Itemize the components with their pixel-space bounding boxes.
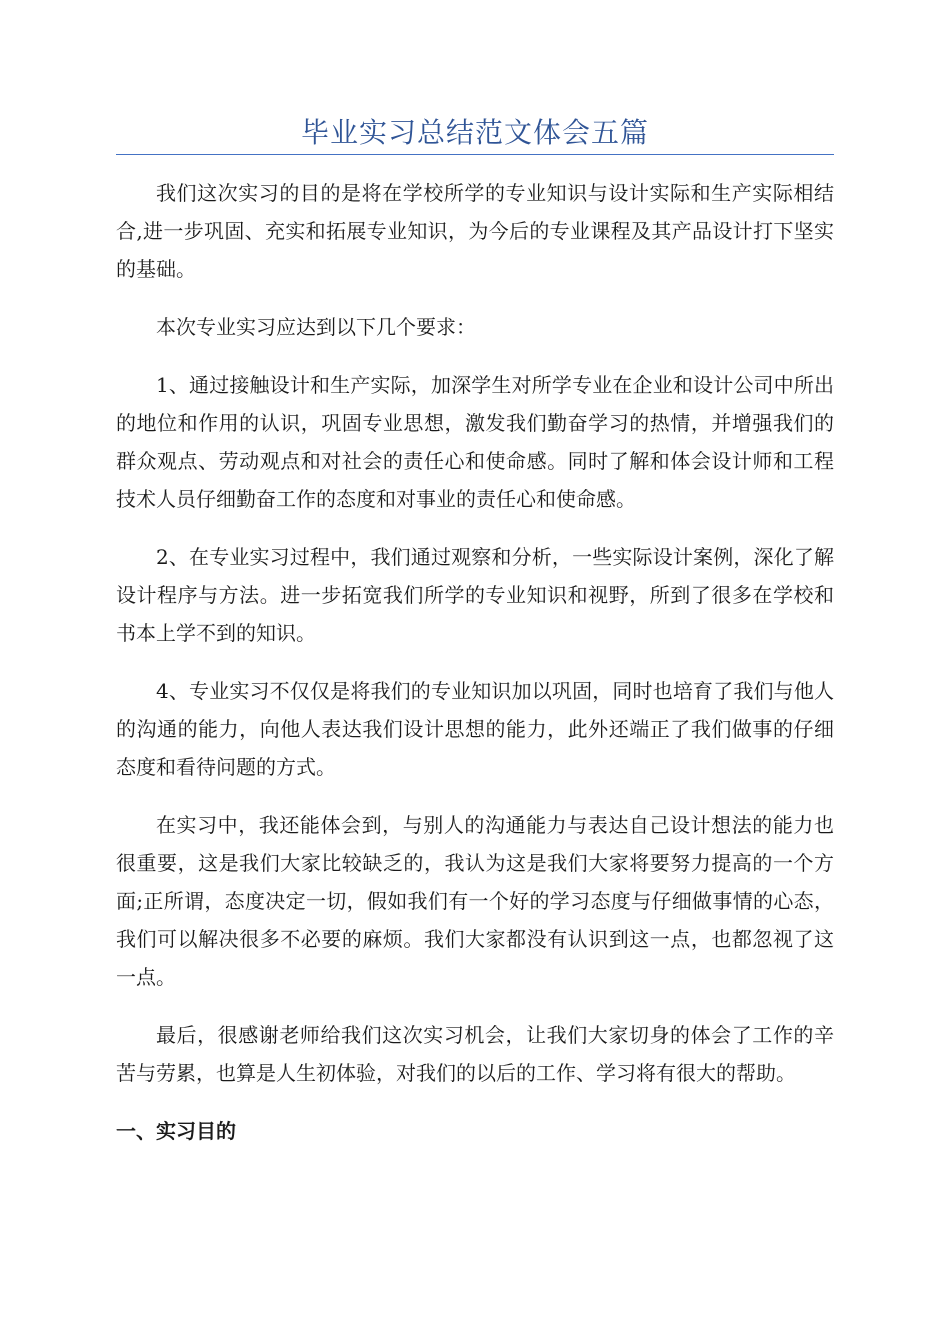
section-heading: 一、实习目的 xyxy=(116,1119,236,1143)
paragraph-closing: 最后，很感谢老师给我们这次实习机会，让我们大家切身的体会了工作的辛苦与劳累，也算是人生初体验，对我们的以后的工作、学习将有很大的帮助。 xyxy=(116,1023,834,1085)
paragraph-requirement-2: 2、在专业实习过程中，我们通过观察和分析，一些实际设计案例，深化了解设计程序与方法。进一步拓宽我们所学的专业知识和视野，所到了很多在学校和书本上学不到的知识。 xyxy=(116,545,834,645)
paragraph-requirements-intro: 本次专业实习应达到以下几个要求： xyxy=(156,315,476,339)
document-title: 毕业实习总结范文体会五篇 xyxy=(300,116,649,149)
paragraph-requirement-4: 4、专业实习不仅仅是将我们的专业知识加以巩固，同时也培育了我们与他人的沟通的能力，向他人表达我们设计思想的能力，此外还端正了我们做事的仔细态度和看待问题的方式。 xyxy=(116,679,834,779)
title-underline xyxy=(116,154,834,155)
paragraph-reflection: 在实习中，我还能体会到，与别人的沟通能力与表达自己设计想法的能力也很重要，这是我们大家比较缺乏的，我认为这是我们大家将要努力提高的一个方面;正所谓，态度决定一切，假如我们有一个好的学习态度与仔细做事情的心态，我们可以解决很多不必要的麻烦。我们大家都没有认识到这一点，也都忽视了这一点。 xyxy=(116,813,834,989)
paragraph-purpose: 我们这次实习的目的是将在学校所学的专业知识与设计实际和生产实际相结合,进一步巩固、充实和拓展专业知识，为今后的专业课程及其产品设计打下坚实的基础。 xyxy=(116,181,834,281)
document-body xyxy=(116,174,834,1150)
paragraph-requirement-1: 1、通过接触设计和生产实际，加深学生对所学专业在企业和设计公司中所出的地位和作用的认识，巩固专业思想，激发我们勤奋学习的热情，并增强我们的群众观点、劳动观点和对社会的责任心和使命感。同时了解和体会设计师和工程技术人员仔细勤奋工作的态度和对事业的责任心和使命感。 xyxy=(116,373,834,511)
